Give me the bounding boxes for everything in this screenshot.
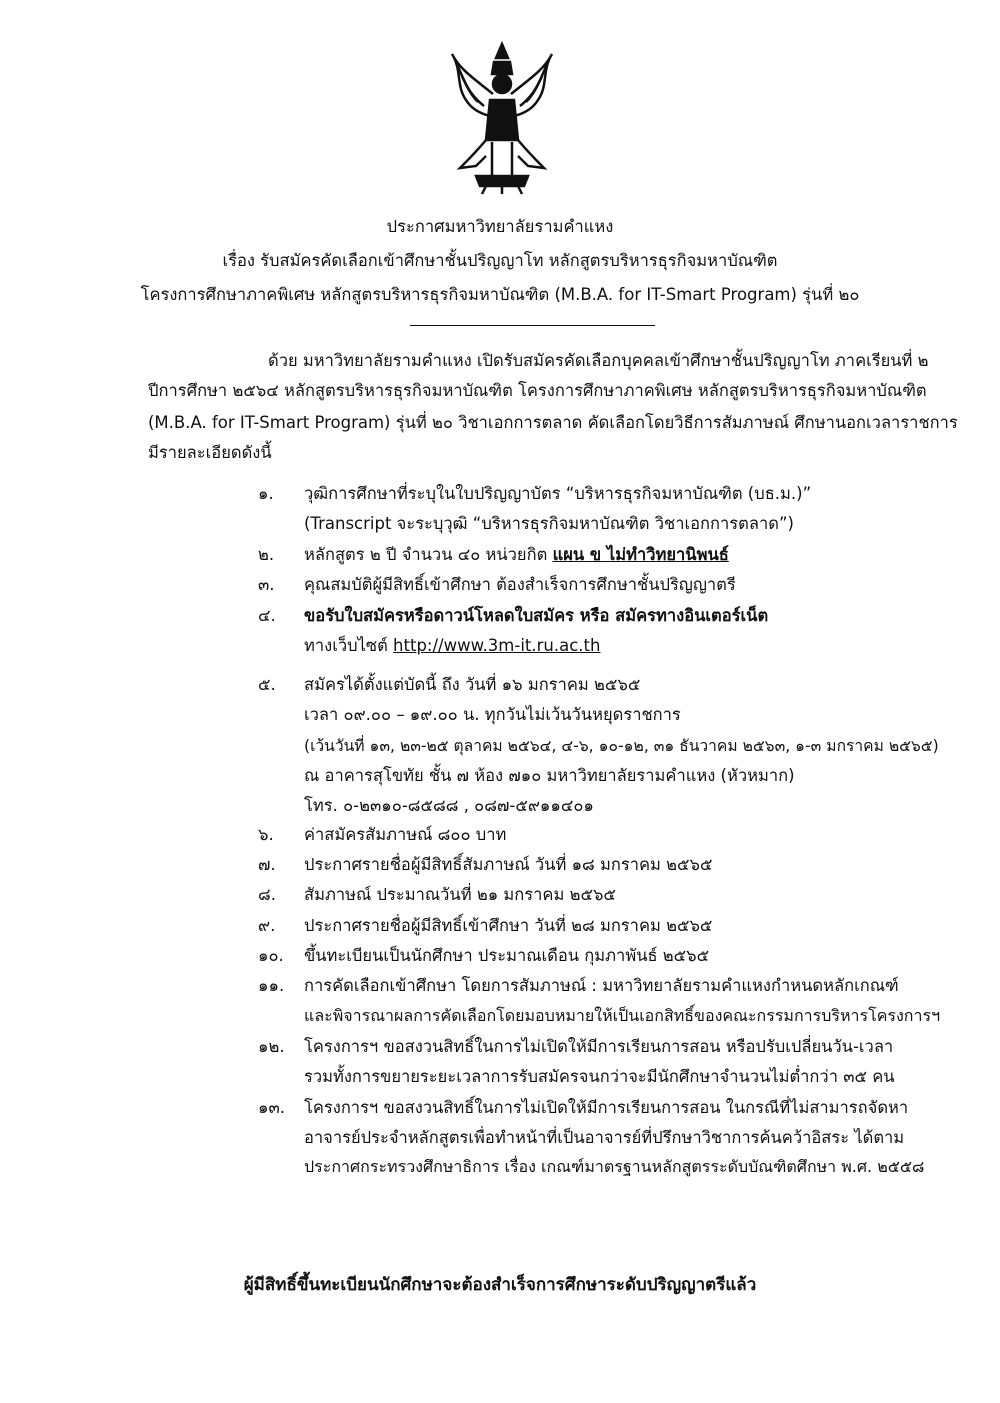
- item-4-text: ขอรับใบสมัครหรือดาวน์โหลดใบสมัคร: [304, 606, 580, 625]
- item-number: ๑๑.: [258, 976, 285, 995]
- item-number: ๑.: [258, 484, 274, 503]
- item-number: ๑๐.: [258, 946, 284, 965]
- item-number: ๑๓.: [258, 1098, 285, 1117]
- item-10: ขึ้นทะเบียนเป็นนักศึกษา ประมาณเดือน กุมภาพันธ์ ๒๕๖๕: [304, 946, 710, 965]
- item-number: ๔.: [258, 606, 276, 625]
- item-2-text: หลักสูตร ๒ ปี จำนวน ๔๐ หน่วยกิต: [304, 545, 553, 564]
- website-link[interactable]: http://www.3m-it.ru.ac.th: [393, 636, 601, 655]
- item-5-line-1: สมัครได้ตั้งแต่บัดนี้ ถึง วันที่ ๑๖ มกราคม ๒๕๖๕: [304, 675, 641, 694]
- announcement-issuer: ประกาศมหาวิทยาลัยรามคำแหง: [386, 217, 614, 236]
- item-number: ๕.: [258, 675, 276, 694]
- intro-line-3: (M.B.A. for IT-Smart Program) รุ่นที่ ๒๐ วิชาเอกการตลาด คัดเลือกโดยวิธีการสัมภาษณ์ ศึกษานอกเวลาราชการ: [148, 413, 958, 432]
- website-label: ทางเว็บไซต์: [304, 636, 394, 655]
- item-1-line-2: (Transcript จะระบุวุฒิ “บริหารธุรกิจมหาบัณฑิต วิชาเอกการตลาด”): [304, 514, 794, 533]
- item-4-line-1: [304, 603, 768, 629]
- header-divider: [410, 325, 655, 326]
- item-2: [304, 542, 729, 568]
- item-number: ๖.: [258, 825, 274, 844]
- intro-line-2: ปีการศึกษา ๒๕๖๔ หลักสูตรบริหารธุรกิจมหาบัณฑิต โครงการศึกษาภาคพิเศษ หลักสูตรบริหารธุรกิจมหาบัณฑิต: [148, 381, 927, 400]
- item-12-line-1: โครงการฯ ขอสงวนสิทธิ์ในการไม่เปิดให้มีการเรียนการสอน หรือปรับเปลี่ยนวัน-เวลา: [304, 1037, 894, 1056]
- item-5-line-2: เวลา ๐๙.๐๐ – ๑๙.๐๐ น. ทุกวันไม่เว้นวันหยุดราชการ: [304, 705, 681, 724]
- item-1-line-1: วุฒิการศึกษาที่ระบุในใบปริญญาบัตร “บริหารธุรกิจมหาบัณฑิต (บธ.ม.)”: [304, 484, 812, 503]
- item-13-line-1: โครงการฯ ขอสงวนสิทธิ์ในการไม่เปิดให้มีการเรียนการสอน ในกรณีที่ไม่สามารถจัดหา: [304, 1098, 909, 1117]
- item-5-line-4: ณ อาคารสุโขทัย ชั้น ๗ ห้อง ๗๑๐ มหาวิทยาลัยรามคำแหง (หัวหมาก): [304, 766, 795, 785]
- item-2-emphasis: แผน ข ไม่ทำวิทยานิพนธ์: [552, 545, 729, 564]
- item-5-line-3: (เว้นวันที่ ๑๓, ๒๓-๒๕ ตุลาคม ๒๕๖๔, ๔-๖, ๑๐-๑๒, ๓๑ ธันวาคม ๒๕๖๓, ๑-๓ มกราคม ๒๕๖๕): [304, 737, 939, 755]
- item-number: ๗.: [258, 855, 276, 874]
- intro-line-1: ด้วย มหาวิทยาลัยรามคำแหง เปิดรับสมัครคัดเลือกบุคคลเข้าศึกษาชั้นปริญญาโท ภาคเรียนที่ ๒: [268, 351, 929, 370]
- item-8: สัมภาษณ์ ประมาณวันที่ ๒๑ มกราคม ๒๕๖๕: [304, 885, 616, 904]
- item-4-emphasis: หรือ สมัครทางอินเตอร์เน็ต: [579, 606, 769, 625]
- item-9: ประกาศรายชื่อผู้มีสิทธิ์เข้าศึกษา วันที่ ๒๘ มกราคม ๒๕๖๕: [304, 916, 713, 935]
- item-6: ค่าสมัครสัมภาษณ์ ๘๐๐ บาท: [304, 825, 507, 844]
- item-13-line-2: อาจารย์ประจำหลักสูตรเพื่อทำหน้าที่เป็นอาจารย์ที่ปรึกษาวิชาการค้นคว้าอิสระ ได้ตาม: [304, 1128, 905, 1147]
- item-number: ๑๒.: [258, 1037, 285, 1056]
- item-3: คุณสมบัติผู้มีสิทธิ์เข้าศึกษา ต้องสำเร็จการศึกษาชั้นปริญญาตรี: [304, 575, 736, 594]
- item-number: ๘.: [258, 885, 276, 904]
- item-number: ๒.: [258, 545, 275, 564]
- item-5-line-5: โทร. ๐-๒๓๑๐-๘๕๘๘ , ๐๘๗-๕๙๑๑๔๐๑: [304, 796, 594, 815]
- announcement-program: โครงการศึกษาภาคพิเศษ หลักสูตรบริหารธุรกิจมหาบัณฑิต (M.B.A. for IT-Smart Program) รุ่นที่ ๒๐: [140, 285, 860, 304]
- garuda-emblem-icon: [446, 40, 558, 196]
- item-7: ประกาศรายชื่อผู้มีสิทธิ์สัมภาษณ์ วันที่ ๑๘ มกราคม ๒๕๖๕: [304, 855, 713, 874]
- intro-line-4: มีรายละเอียดดังนี้: [148, 443, 272, 462]
- announcement-subject: เรื่อง รับสมัครคัดเลือกเข้าศึกษาชั้นปริญญาโท หลักสูตรบริหารธุรกิจมหาบัณฑิต: [222, 251, 778, 270]
- item-13-line-3: ประกาศกระทรวงศึกษาธิการ เรื่อง เกณฑ์มาตรฐานหลักสูตรระดับบัณฑิตศึกษา พ.ศ. ๒๕๕๘: [304, 1157, 925, 1176]
- item-number: ๙.: [258, 916, 276, 935]
- item-12-line-2: รวมทั้งการขยายระยะเวลาการรับสมัครจนกว่าจะมีนักศึกษาจำนวนไม่ต่ำกว่า ๓๕ คน: [304, 1067, 895, 1086]
- item-4-line-2: [304, 633, 600, 659]
- eligibility-note: ผู้มีสิทธิ์ขึ้นทะเบียนนักศึกษาจะต้องสำเร็จการศึกษาระดับปริญญาตรีแล้ว: [243, 1275, 757, 1295]
- item-11-line-1: การคัดเลือกเข้าศึกษา โดยการสัมภาษณ์ : มหาวิทยาลัยรามคำแหงกำหนดหลักเกณฑ์: [304, 976, 899, 995]
- item-number: ๓.: [258, 575, 275, 594]
- item-11-line-2: และพิจารณาผลการคัดเลือกโดยมอบหมายให้เป็นเอกสิทธิ์ของคณะกรรมการบริหารโครงการฯ: [304, 1006, 941, 1025]
